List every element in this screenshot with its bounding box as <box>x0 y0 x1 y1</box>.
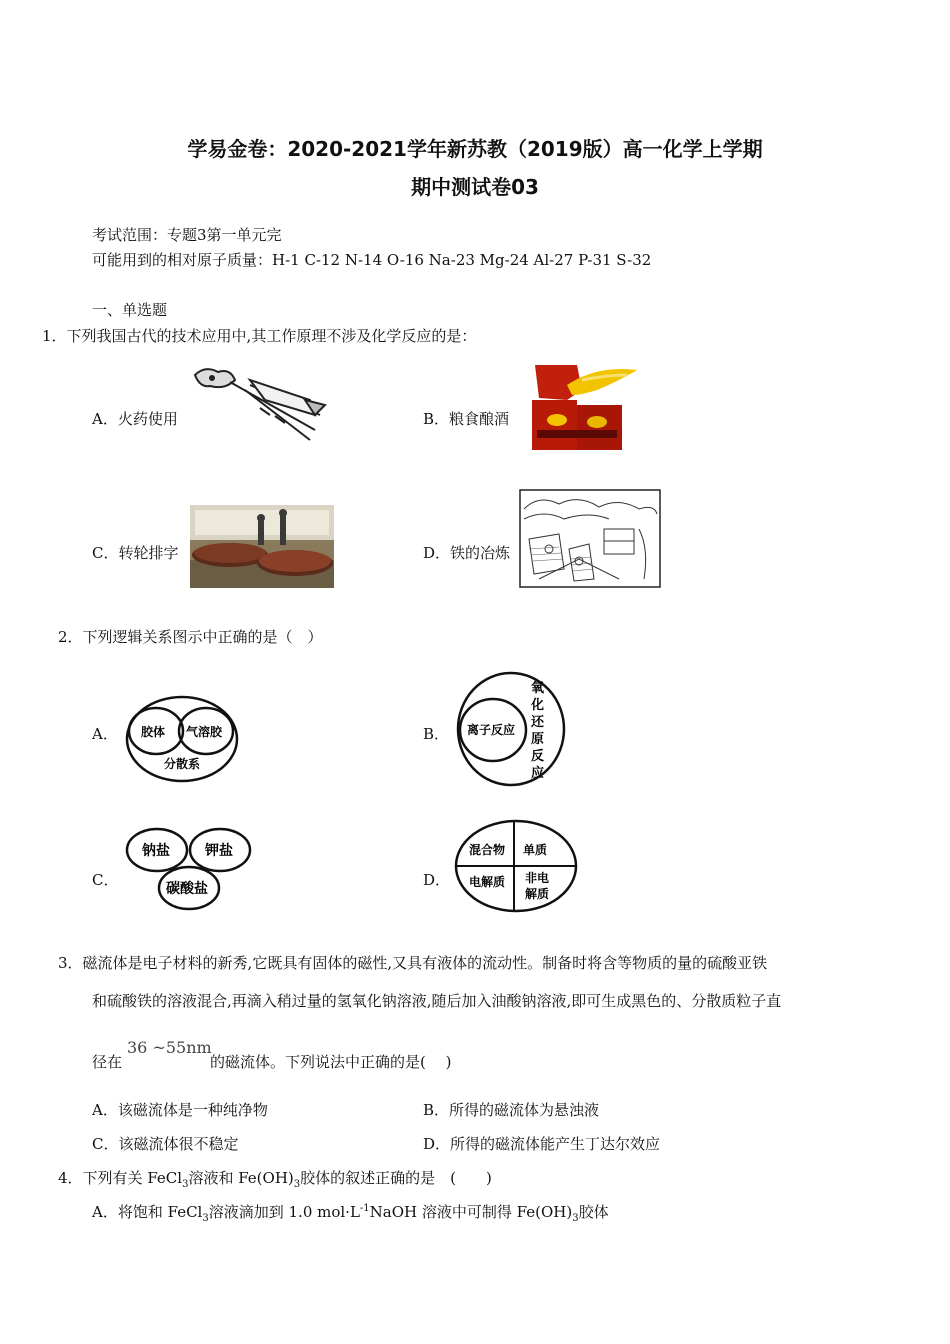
q4-a-text-d: 胶体 <box>578 1203 609 1221</box>
svg-text:应: 应 <box>531 766 545 781</box>
option-text: 转轮排字 <box>118 544 179 562</box>
q4-a-sub-2: 3 <box>572 1213 579 1224</box>
option-letter: C． <box>92 1135 119 1153</box>
diagram-b-inner-label: 离子反应 <box>467 723 516 737</box>
option-letter: A． <box>92 1101 118 1119</box>
type-wheel-photo <box>190 505 334 588</box>
option-text: 火药使用 <box>117 410 178 428</box>
q4-option-a[interactable] <box>92 1201 609 1224</box>
rocket-arrow-image <box>190 360 330 450</box>
option-letter: B． <box>423 1101 450 1119</box>
q2-number: 2． <box>58 628 83 646</box>
q2-text: 下列逻辑关系图示中正确的是（ ） <box>82 628 323 646</box>
q2-option-c-letter[interactable]: C． <box>92 871 119 889</box>
option-letter: A． <box>92 1203 118 1221</box>
q2-option-a-letter[interactable]: A． <box>92 725 118 743</box>
q1-option-d[interactable] <box>423 542 510 563</box>
q4-sub-a: 3 <box>182 1179 189 1190</box>
diagram-d-label-3: 电解质 <box>469 875 506 889</box>
option-text: 所得的磁流体为悬浊液 <box>449 1101 600 1119</box>
svg-text:反: 反 <box>531 749 545 764</box>
diagram-b-outer-label <box>530 680 545 781</box>
diagram-c-label-2: 钾盐 <box>205 843 233 859</box>
svg-text:氧: 氧 <box>531 681 545 696</box>
q1-text: 下列我国古代的技术应用中,其工作原理不涉及化学反应的是： <box>66 327 477 345</box>
q4-a-text-a: 将饱和 FeCl <box>117 1203 203 1221</box>
diagram-c-label-3: 碳酸盐 <box>166 881 208 897</box>
q3-line3-pre: 径在 <box>92 1053 123 1071</box>
option-text: 所得的磁流体能产生丁达尔效应 <box>450 1135 661 1153</box>
q3-text-1: 磁流体是电子材料的新秀,它既具有固体的磁性,又具有液体的流动性。制备时将含等物质的量的硫酸亚铁 <box>82 954 768 972</box>
q1-option-a[interactable] <box>92 408 178 429</box>
q1-option-c[interactable] <box>92 542 179 563</box>
q3-line3-post: 的磁流体。下列说法中正确的是( ) <box>210 1053 452 1071</box>
q3-option-d[interactable] <box>423 1133 660 1154</box>
q4-a-text-c: NaOH 溶液中可制得 Fe(OH) <box>369 1203 573 1221</box>
q1-stem <box>42 325 476 346</box>
option-text: 该磁流体是一种纯净物 <box>117 1101 268 1119</box>
exam-scope: 考试范围：专题3第一单元完 <box>92 226 282 244</box>
q3-line1 <box>58 952 767 973</box>
q3-formula: 36 ~55nm <box>127 1038 212 1057</box>
q2-stem <box>58 626 323 647</box>
diagram-c-label-1: 钠盐 <box>142 843 170 859</box>
svg-text:原: 原 <box>531 732 545 747</box>
option-letter: D． <box>423 544 451 562</box>
q4-number: 4． <box>58 1169 83 1187</box>
q4-text-a: 下列有关 FeCl <box>82 1169 183 1187</box>
diagram-d-label-1: 混合物 <box>469 843 506 857</box>
option-letter: C． <box>92 544 119 562</box>
page-title: 学易金卷：2020-2021学年新苏教（2019版）高一化学上学期 <box>187 137 763 161</box>
option-letter: A． <box>92 410 118 428</box>
q1-option-b[interactable] <box>423 408 509 429</box>
q3-number: 3． <box>58 954 83 972</box>
diagram-a-left-label: 胶体 <box>141 725 166 739</box>
diagram-d-label-2: 单质 <box>523 843 548 857</box>
iron-smelting-illustration <box>519 489 661 588</box>
q2-option-b-letter[interactable]: B． <box>423 725 450 743</box>
diagram-a-outer-label: 分散系 <box>164 757 201 771</box>
atomic-masses: 可能用到的相对原子质量：H-1 C-12 N-14 O-16 Na-23 Mg-24 Al-27 P-31 S-32 <box>92 251 652 269</box>
q4-sub-b: 3 <box>293 1179 301 1190</box>
option-text: 该磁流体很不稳定 <box>118 1135 239 1153</box>
q3-option-c[interactable] <box>92 1133 239 1154</box>
q4-text-c: 胶体的叙述正确的是 ( ) <box>300 1169 492 1187</box>
option-text: 粮食酿酒 <box>449 410 510 428</box>
q2-option-d-letter[interactable]: D． <box>423 871 451 889</box>
option-letter: B． <box>423 410 450 428</box>
q4-a-text-b: 溶液滴加到 1.0 mol·L <box>208 1203 360 1221</box>
diagram-a <box>124 694 240 784</box>
svg-text:化: 化 <box>531 698 545 713</box>
q3-option-b[interactable] <box>423 1099 599 1120</box>
svg-text:还: 还 <box>531 715 545 730</box>
q4-stem <box>58 1167 492 1190</box>
diagram-d-label-4b: 解质 <box>525 887 550 901</box>
q3-line2: 和硫酸铁的溶液混合,再滴入稍过量的氢氧化钠溶液,随后加入油酸钠溶液,即可生成黑色的、分散质粒子直 <box>92 992 782 1010</box>
q4-a-sub-1: 3 <box>202 1213 209 1224</box>
diagram-c <box>124 826 254 912</box>
section-label: 一、单选题 <box>92 301 168 319</box>
option-text: 铁的冶炼 <box>450 544 511 562</box>
diagram-b <box>455 670 567 788</box>
q4-a-sup: -1 <box>359 1203 370 1214</box>
q4-text-b: 溶液和 Fe(OH) <box>188 1169 294 1187</box>
brewing-image <box>527 360 642 455</box>
diagram-d <box>453 818 579 914</box>
q1-number: 1． <box>42 327 67 345</box>
diagram-d-label-4a: 非电 <box>525 871 550 885</box>
q3-option-a[interactable] <box>92 1099 268 1120</box>
option-letter: D． <box>423 1135 451 1153</box>
page-subtitle: 期中测试卷03 <box>411 175 539 199</box>
diagram-a-right-label: 气溶胶 <box>186 725 223 739</box>
